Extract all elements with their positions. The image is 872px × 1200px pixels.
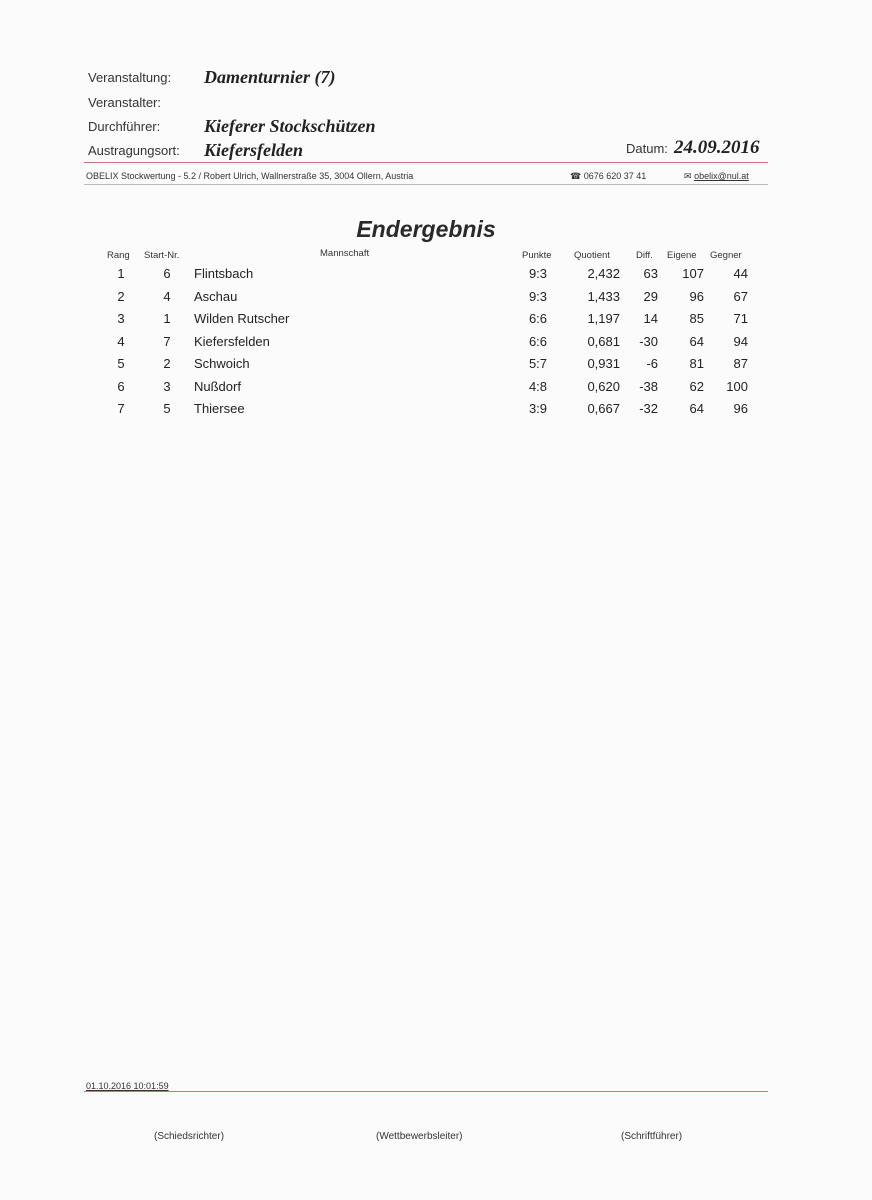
mail-icon: ✉ — [684, 171, 692, 181]
info-divider — [84, 184, 768, 185]
table-row — [0, 266, 872, 288]
table-row — [0, 379, 872, 401]
veranstaltung-label: Veranstaltung: — [88, 70, 172, 85]
email-info — [684, 171, 749, 182]
col-quotient: Quotient — [574, 250, 610, 261]
cell-quotient: 0,667 — [587, 401, 620, 416]
cell-diff: -6 — [646, 356, 658, 371]
cell-punkte: 9:3 — [528, 266, 548, 281]
cell-rang: 6 — [117, 378, 125, 394]
veranstalter-label: Veranstalter: — [88, 95, 161, 110]
cell-start-nr: 2 — [163, 356, 171, 371]
phone-info — [570, 171, 646, 182]
signature-schriftfuehrer: (Schriftführer) — [621, 1131, 683, 1142]
cell-quotient: 0,931 — [587, 356, 620, 371]
austragungsort-label: Austragungsort: — [88, 143, 180, 158]
cell-quotient: 0,681 — [587, 333, 620, 349]
cell-gegner: 67 — [733, 288, 748, 304]
cell-eigene: 64 — [689, 401, 704, 416]
cell-punkte: 6:6 — [528, 333, 548, 349]
cell-diff: 14 — [643, 311, 658, 326]
col-punkte: Punkte — [522, 250, 552, 261]
email-link[interactable]: obelix@nul.at — [694, 171, 749, 181]
print-timestamp: 01.10.2016 10:01:59 — [86, 1081, 169, 1091]
cell-quotient: 0,620 — [587, 378, 620, 394]
cell-quotient: 1,197 — [587, 311, 620, 326]
cell-diff: 63 — [643, 266, 658, 281]
cell-gegner: 96 — [733, 401, 748, 416]
cell-punkte: 4:8 — [528, 378, 548, 394]
cell-mannschaft: Wilden Rutscher — [194, 311, 290, 326]
col-gegner: Gegner — [710, 250, 742, 261]
cell-rang: 2 — [117, 288, 125, 304]
cell-start-nr: 3 — [163, 378, 171, 394]
footer-divider — [84, 1091, 768, 1092]
table-row — [0, 311, 872, 333]
cell-mannschaft: Aschau — [194, 288, 238, 304]
cell-rang: 3 — [117, 311, 125, 326]
cell-mannschaft: Schwoich — [194, 356, 250, 371]
col-diff: Diff. — [636, 250, 653, 261]
datum-value: 24.09.2016 — [674, 137, 760, 158]
cell-mannschaft: Kiefersfelden — [194, 333, 270, 349]
datum-label: Datum: — [626, 141, 668, 156]
cell-start-nr: 6 — [163, 266, 171, 281]
table-row — [0, 334, 872, 356]
cell-gegner: 44 — [733, 266, 748, 281]
cell-eigene: 81 — [689, 356, 704, 371]
cell-punkte: 5:7 — [528, 356, 548, 371]
cell-diff: 29 — [643, 288, 658, 304]
table-row — [0, 401, 872, 423]
cell-punkte: 6:6 — [528, 311, 548, 326]
durchfuehrer-label: Durchführer: — [88, 119, 161, 134]
cell-diff: -32 — [639, 401, 658, 416]
cell-start-nr: 7 — [163, 333, 171, 349]
cell-eigene: 96 — [689, 288, 704, 304]
software-info: OBELIX Stockwertung - 5.2 / Robert Ulrich, Wallnerstraße 35, 3004 Ollern, Austria — [86, 171, 414, 181]
cell-gegner: 87 — [733, 356, 748, 371]
page-title: Endergebnis — [356, 216, 496, 242]
header-divider — [84, 162, 768, 163]
cell-mannschaft: Nußdorf — [194, 378, 241, 394]
cell-eigene: 107 — [682, 266, 704, 281]
cell-eigene: 64 — [689, 333, 704, 349]
cell-mannschaft: Flintsbach — [194, 266, 254, 281]
cell-start-nr: 4 — [163, 288, 171, 304]
cell-rang: 7 — [117, 401, 125, 416]
col-rang: Rang — [107, 250, 130, 261]
cell-punkte: 3:9 — [528, 401, 548, 416]
veranstaltung-value: Damenturnier (7) — [204, 67, 336, 87]
durchfuehrer-value: Kieferer Stockschützen — [204, 116, 376, 136]
signature-schiedsrichter: (Schiedsrichter) — [154, 1131, 225, 1142]
col-eigene: Eigene — [667, 250, 697, 261]
cell-diff: -30 — [639, 333, 658, 349]
cell-gegner: 100 — [726, 378, 748, 394]
austragungsort-value: Kiefersfelden — [204, 140, 303, 160]
cell-eigene: 85 — [689, 311, 704, 326]
col-start: Start-Nr. — [144, 250, 180, 261]
cell-gegner: 94 — [733, 333, 748, 349]
cell-punkte: 9:3 — [528, 288, 548, 304]
cell-quotient: 1,433 — [587, 288, 620, 304]
phone-icon: ☎ — [570, 171, 582, 181]
cell-rang: 1 — [117, 266, 125, 281]
cell-start-nr: 5 — [163, 401, 171, 416]
cell-eigene: 62 — [689, 378, 704, 394]
phone-number: 0676 620 37 41 — [583, 171, 647, 181]
cell-start-nr: 1 — [163, 311, 171, 326]
table-row — [0, 289, 872, 311]
cell-gegner: 71 — [733, 311, 748, 326]
cell-diff: -38 — [639, 378, 658, 394]
table-row — [0, 356, 872, 378]
cell-quotient: 2,432 — [587, 266, 620, 281]
col-mannschaft: Mannschaft — [320, 248, 370, 259]
cell-rang: 4 — [117, 333, 125, 349]
signature-wettbewerbsleiter: (Wettbewerbsleiter) — [376, 1131, 463, 1142]
cell-mannschaft: Thiersee — [194, 401, 245, 416]
cell-rang: 5 — [117, 356, 125, 371]
